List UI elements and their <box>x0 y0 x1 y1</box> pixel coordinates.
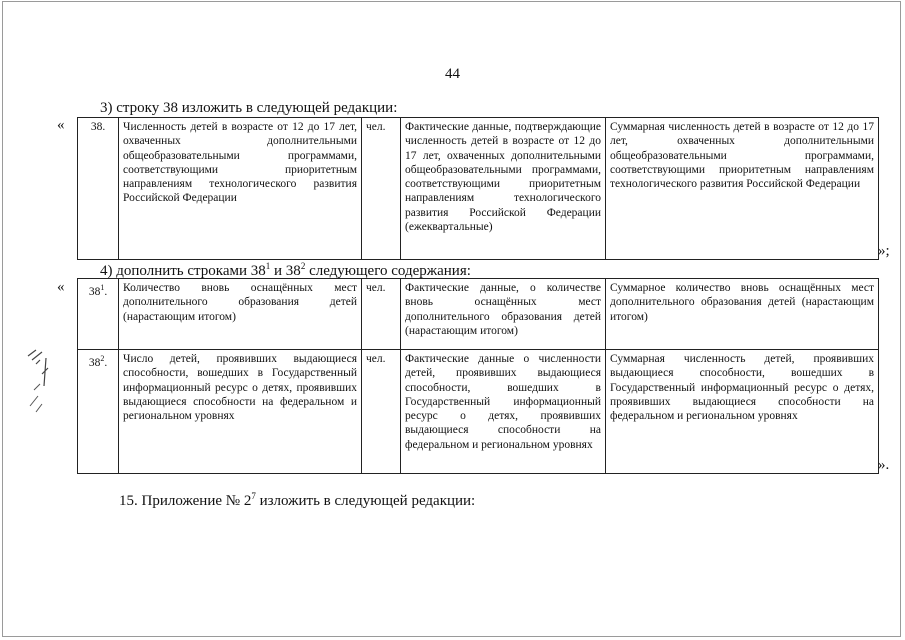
summary-cell: Суммарное количество вновь оснащённых мест дополнительного образования детей (нарастающим итогом) <box>606 279 879 350</box>
method-cell: Фактические данные, подтверждающие численность детей в возрасте от 12 до 17 лет, охваченных дополнительными общеобразовательными программами, соответствующими приоритетным направлениям технологического развития Российской Федерации (ежеквартальные) <box>401 118 606 260</box>
indicator-cell: Численность детей в возрасте от 12 до 17 лет, охваченных дополнительными общеобразовательными программами, соответствующими приоритетным направлениям технологического развития Российской Федерации <box>119 118 362 260</box>
section3-open-quote: « <box>57 117 65 133</box>
superscript: 2 <box>300 261 306 271</box>
item15-text: 15. Приложение № $2^7$ изложить в следующей редакции: <box>119 491 476 509</box>
indicator-cell: Число детей, проявивших выдающиеся способности, вошедших в Государственный информационный ресурс о детях, проявивших выдающиеся способности на федеральном и региональном уровнях <box>119 350 362 474</box>
summary-cell: Суммарная численность детей в возрасте от 12 до 17 лет, охваченных дополнительными общеобразовательными программами, соответствующими приоритетным направлениям технологического развития Российской Федерации <box>606 118 879 260</box>
method-cell: Фактические данные, о количестве вновь оснащённых мест дополнительного образования детей (нарастающим итогом) <box>401 279 606 350</box>
superscript: 7 <box>251 491 256 501</box>
summary-cell: Суммарная численность детей, проявивших выдающиеся способности, вошедших в Государственный информационный ресурс о детях, проявивших выдающиеся способности на федеральном и региональном уровнях <box>606 350 879 474</box>
section4-intro: 4) дополнить строками $38^1$ и $38^2$ следующего содержания: <box>100 261 471 279</box>
section3-intro: 3) строку 38 изложить в следующей редакции: <box>100 100 398 116</box>
table-row-38 <box>78 118 879 260</box>
indicator-cell: Количество вновь оснащённых мест дополнительного образования детей (нарастающим итогом) <box>119 279 362 350</box>
superscript: 1 <box>265 261 271 271</box>
row-number: 38. <box>78 118 119 260</box>
method-cell: Фактические данные о численности детей, проявивших выдающиеся способности, вошедших в Государственный информационный ресурс о детях, проявивших выдающиеся способности на федеральном и региональном уровнях <box>401 350 606 474</box>
page-number: 44 <box>445 66 460 82</box>
table-row-38-1 <box>78 279 879 350</box>
section4-table <box>77 278 879 474</box>
margin-handwriting-marks <box>22 346 62 426</box>
section4-open-quote: « <box>57 279 65 295</box>
section3-close-quote: »; <box>878 243 890 259</box>
table-row-38-2 <box>78 350 879 474</box>
section3-table <box>77 117 879 260</box>
row-number: $38^1$. <box>78 279 119 350</box>
unit-cell: чел. <box>362 279 401 350</box>
row-number: $38^2$. <box>78 350 119 474</box>
unit-cell: чел. <box>362 350 401 474</box>
unit-cell: чел. <box>362 118 401 260</box>
section4-close-quote: ». <box>878 457 890 473</box>
